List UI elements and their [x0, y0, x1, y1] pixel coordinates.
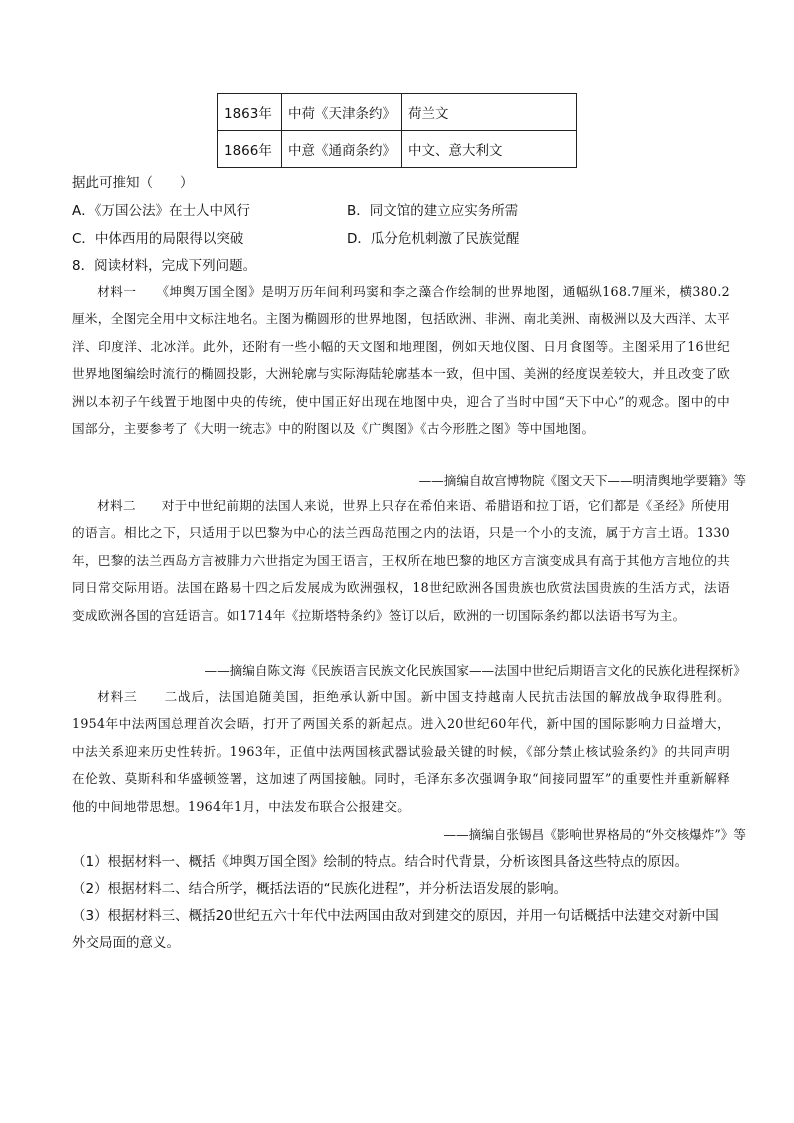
table-cell-language: 荷兰文: [402, 94, 577, 131]
material-3: 材料三 二战后，法国追随美国，拒绝承认新中国。新中国支持越南人民抗击法国的解放战争取得胜利。1954年中法两国总理首次会晤，打开了两国关系的新起点。进入20世纪60年代，新中国的国际影响力日益增大，中法关系迎来历史性转折。1963年，正值中法两国核武器试验最关键的时候，《部分禁止核试验条约》的共同声明在伦敦、莫斯科和华盛顿签署，这加速了两国接触。同时，毛泽东多次强调争取“间接同盟军”的重要性并重新解释他的中间地带思想。1964年1月，中法发布联合公报建交。: [72, 689, 730, 814]
material-3-source: ——摘编自张锡昌《影响世界格局的“外交核爆炸”》等: [443, 827, 746, 842]
option-c[interactable]: C．中体西用的局限得以突破: [72, 231, 244, 247]
material-1-source: ——摘编自故宫博物院《图文天下——明清舆地学要籍》等: [418, 473, 746, 488]
question7-stem: 据此可推知（ ）: [72, 175, 194, 191]
option-b[interactable]: B．同文馆的建立应实务所需: [347, 203, 519, 219]
option-d[interactable]: D．瓜分危机刺激了民族觉醒: [347, 231, 520, 247]
question8-stem: 8．阅读材料，完成下列问题。: [72, 258, 257, 274]
table-cell-year: 1863年: [218, 94, 282, 131]
table-cell-year: 1866年: [218, 131, 282, 168]
table-row: [218, 131, 577, 168]
material-1: 材料一 《坤舆万国全图》是明万历年间利玛窦和李之藻合作绘制的世界地图，通幅纵168.7厘米，横380.2厘米，全图完全用中文标注地名。主图为椭圆形的世界地图，包括欧洲、非洲、南北美洲、南极洲以及大西洋、太平洋、印度洋、北冰洋。此外，还附有一些小幅的天文图和地理图，例如天地仪图、日月食图等。主图采用了16世纪世界地图编绘时流行的椭圆投影，大洲轮廓与实际海陆轮廓基本一致，但中国、美洲的经度误差较大，并且改变了欧洲以本初子午线置于地图中央的传统，使中国正好出现在地图中央，迎合了当时中国“天下中心”的观念。图中的中国部分，主要参考了《大明一统志》中的附图以及《广舆图》《古今形胜之图》等中国地图。: [72, 284, 730, 437]
treaty-table: [217, 93, 577, 168]
material-2: 材料二 对于中世纪前期的法国人来说，世界上只存在希伯来语、希腊语和拉丁语，它们都是《圣经》所使用的语言。相比之下，只适用于以巴黎为中心的法兰西岛范围之内的法语，只是一个小的支流，属于方言土语。1330年，巴黎的法兰西岛方言被腓力六世指定为国王语言，王权所在地巴黎的地区方言演变成具有高于其他方言地位的共同日常交际用语。法国在路易十四之后发展成为欧洲强权，18世纪欧洲各国贵族也欣赏法国贵族的生活方式，法语变成欧洲各国的宫廷语言。如1714年《拉斯塔特条约》签订以后，欧洲的一切国际条约都以法语书写为主。: [72, 498, 730, 623]
question8-part1: （1）根据材料一、概括《坤舆万国全图》绘制的特点。结合时代背景，分析该图具备这些特点的原因。: [72, 854, 689, 870]
option-a[interactable]: A．《万国公法》在士人中风行: [72, 203, 250, 219]
table-cell-treaty: 中意《通商条约》: [282, 131, 402, 168]
question8-part3: （3）根据材料三、概括20世纪五六十年代中法两国由敌对到建交的原因，并用一句话概括中法建交对新中国外交局面的意义。: [72, 908, 719, 951]
table-cell-language: 中文、意大利文: [402, 131, 577, 168]
question8-part2: （2）根据材料二、结合所学，概括法语的“民族化进程”，并分析法语发展的影响。: [72, 881, 568, 897]
table-cell-treaty: 中荷《天津条约》: [282, 94, 402, 131]
material-2-source: ——摘编自陈文海《民族语言民族文化民族国家——法国中世纪后期语言文化的民族化进程探析》: [204, 663, 746, 678]
table-row: [218, 94, 577, 131]
